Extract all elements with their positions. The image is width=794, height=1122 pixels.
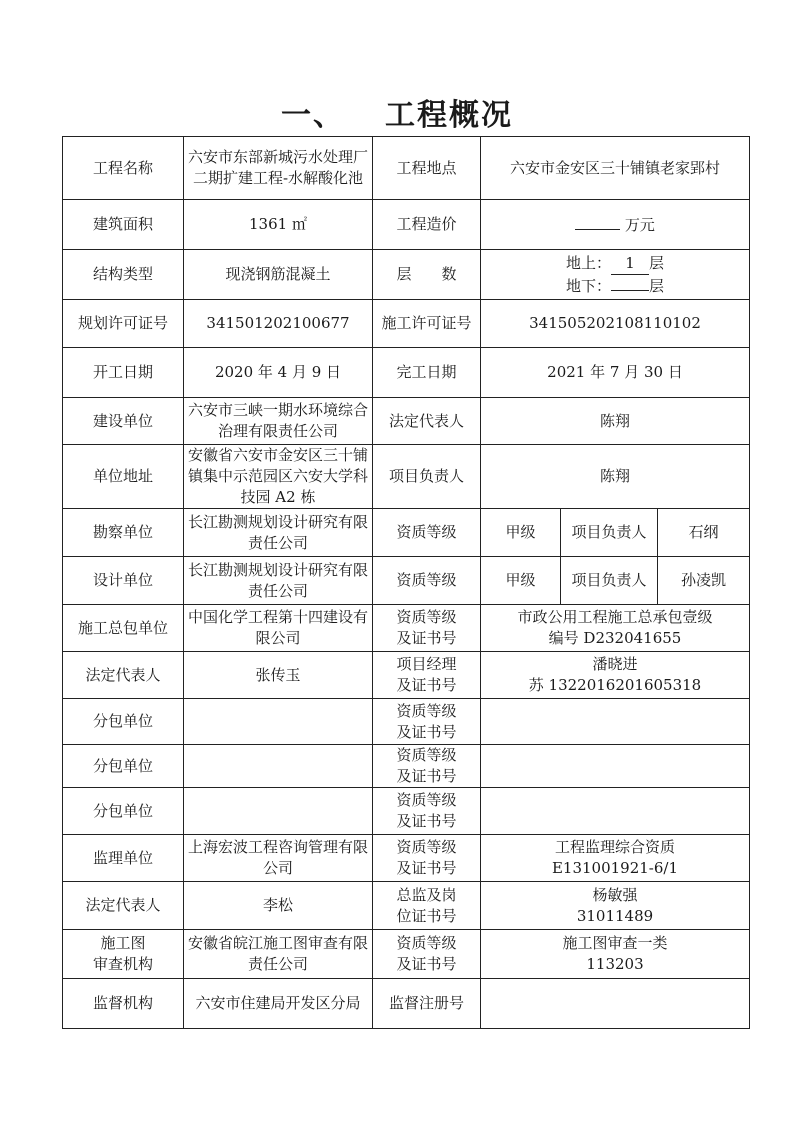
label-cell: 建筑面积: [63, 200, 184, 250]
label-cell: 项目负责人: [561, 509, 658, 557]
value-cell: 长江勘测规划设计研究有限责任公司: [184, 557, 373, 605]
label-cell: 资质等级 及证书号: [373, 699, 481, 745]
value-cell: 六安市金安区三十铺镇老家郢村: [481, 137, 750, 200]
value-cell: [481, 200, 750, 250]
value-cell: 中国化学工程第十四建设有限公司: [184, 605, 373, 652]
table-row: [63, 745, 750, 788]
project-overview-table: [62, 136, 750, 1029]
value-cell: 潘晓进 苏 1322016201605318: [481, 652, 750, 699]
floors-above: 地上： 1 层: [485, 253, 745, 275]
value-cell: 六安市住建局开发区分局: [184, 979, 373, 1029]
label-cell: 结构类型: [63, 250, 184, 300]
unit-label: 万元: [624, 215, 655, 234]
label-cell: 资质等级 及证书号: [373, 930, 481, 979]
label-cell: 施工总包单位: [63, 605, 184, 652]
label-cell: 监理单位: [63, 835, 184, 882]
label-cell: 施工图 审查机构: [63, 930, 184, 979]
label-cell: 资质等级 及证书号: [373, 745, 481, 788]
label-cell: 法定代表人: [63, 652, 184, 699]
table-row: [63, 300, 750, 348]
label-cell: 建设单位: [63, 398, 184, 445]
label-cell: 资质等级 及证书号: [373, 835, 481, 882]
value-cell: 石纲: [658, 509, 750, 557]
label-cell: 分包单位: [63, 745, 184, 788]
table-row: [63, 348, 750, 398]
label-cell: 开工日期: [63, 348, 184, 398]
value-cell: 341501202100677: [184, 300, 373, 348]
label-cell: 分包单位: [63, 699, 184, 745]
table-row: [63, 979, 750, 1029]
blank-line: [575, 214, 620, 230]
label-cell: 法定代表人: [373, 398, 481, 445]
label-cell: 资质等级: [373, 557, 481, 605]
table-row: [63, 557, 750, 605]
label-cell: 法定代表人: [63, 882, 184, 930]
table-row: [63, 445, 750, 509]
label-cell: 单位地址: [63, 445, 184, 509]
value-cell: 安徽省皖江施工图审查有限责任公司: [184, 930, 373, 979]
value-cell: 孙凌凯: [658, 557, 750, 605]
value-cell: 陈翔: [481, 445, 750, 509]
floors-below: 地下： 层: [565, 276, 665, 295]
value-cell: 张传玉: [184, 652, 373, 699]
value-cell: 市政公用工程施工总承包壹级 编号 D232041655: [481, 605, 750, 652]
label-cell: 资质等级: [373, 509, 481, 557]
value-cell: [481, 788, 750, 835]
table-row: [63, 788, 750, 835]
value-cell: [184, 788, 373, 835]
label-cell: 工程造价: [373, 200, 481, 250]
value-cell: [481, 745, 750, 788]
value-cell: 上海宏波工程咨询管理有限公司: [184, 835, 373, 882]
value-cell: 六安市三峡一期水环境综合治理有限责任公司: [184, 398, 373, 445]
label-cell: 资质等级 及证书号: [373, 788, 481, 835]
table-row: [63, 137, 750, 200]
label-cell: 设计单位: [63, 557, 184, 605]
table-row: [63, 398, 750, 445]
value-cell: [184, 699, 373, 745]
value-cell: 2020 年 4 月 9 日: [184, 348, 373, 398]
label-cell: 监督注册号: [373, 979, 481, 1029]
label-cell: 规划许可证号: [63, 300, 184, 348]
value-cell: 杨敏强 31011489: [481, 882, 750, 930]
table-row: [63, 699, 750, 745]
label-cell: 监督机构: [63, 979, 184, 1029]
table-row: [63, 835, 750, 882]
table-row: [63, 250, 750, 300]
value-cell: [481, 250, 750, 300]
value-cell: [481, 699, 750, 745]
page-title: [0, 90, 794, 134]
label-cell: 分包单位: [63, 788, 184, 835]
section-number: 一、: [281, 98, 345, 133]
label-cell: 项目负责人: [561, 557, 658, 605]
section-title: 工程概况: [385, 98, 513, 133]
grade-cell: 甲级: [481, 557, 561, 605]
label-cell: 层 数: [373, 250, 481, 300]
label-cell: 工程地点: [373, 137, 481, 200]
table-row: [63, 605, 750, 652]
label-cell: 项目负责人: [373, 445, 481, 509]
label-cell: 总监及岗 位证书号: [373, 882, 481, 930]
value-cell: 施工图审查一类 113203: [481, 930, 750, 979]
value-cell: 2021 年 7 月 30 日: [481, 348, 750, 398]
table-row: [63, 930, 750, 979]
label-cell: 施工许可证号: [373, 300, 481, 348]
label-cell: 项目经理 及证书号: [373, 652, 481, 699]
label-cell: 完工日期: [373, 348, 481, 398]
value-cell: 陈翔: [481, 398, 750, 445]
value-cell: 341505202108110102: [481, 300, 750, 348]
value-cell: 六安市东部新城污水处理厂二期扩建工程-水解酸化池: [184, 137, 373, 200]
value-cell: 李松: [184, 882, 373, 930]
value-cell: 工程监理综合资质 E131001921-6/1: [481, 835, 750, 882]
blank-line: [611, 275, 649, 291]
value-cell: [481, 979, 750, 1029]
label-cell: 工程名称: [63, 137, 184, 200]
value-cell: 长江勘测规划设计研究有限责任公司: [184, 509, 373, 557]
label-cell: 资质等级 及证书号: [373, 605, 481, 652]
value-cell: 1361 ㎡: [184, 200, 373, 250]
grade-cell: 甲级: [481, 509, 561, 557]
table-row: [63, 200, 750, 250]
value-cell: [184, 745, 373, 788]
table-row: [63, 882, 750, 930]
table-row: [63, 652, 750, 699]
label-cell: 勘察单位: [63, 509, 184, 557]
value-cell: 安徽省六安市金安区三十铺镇集中示范园区六安大学科技园 A2 栋: [184, 445, 373, 509]
value-cell: 现浇钢筋混凝土: [184, 250, 373, 300]
table-row: [63, 509, 750, 557]
